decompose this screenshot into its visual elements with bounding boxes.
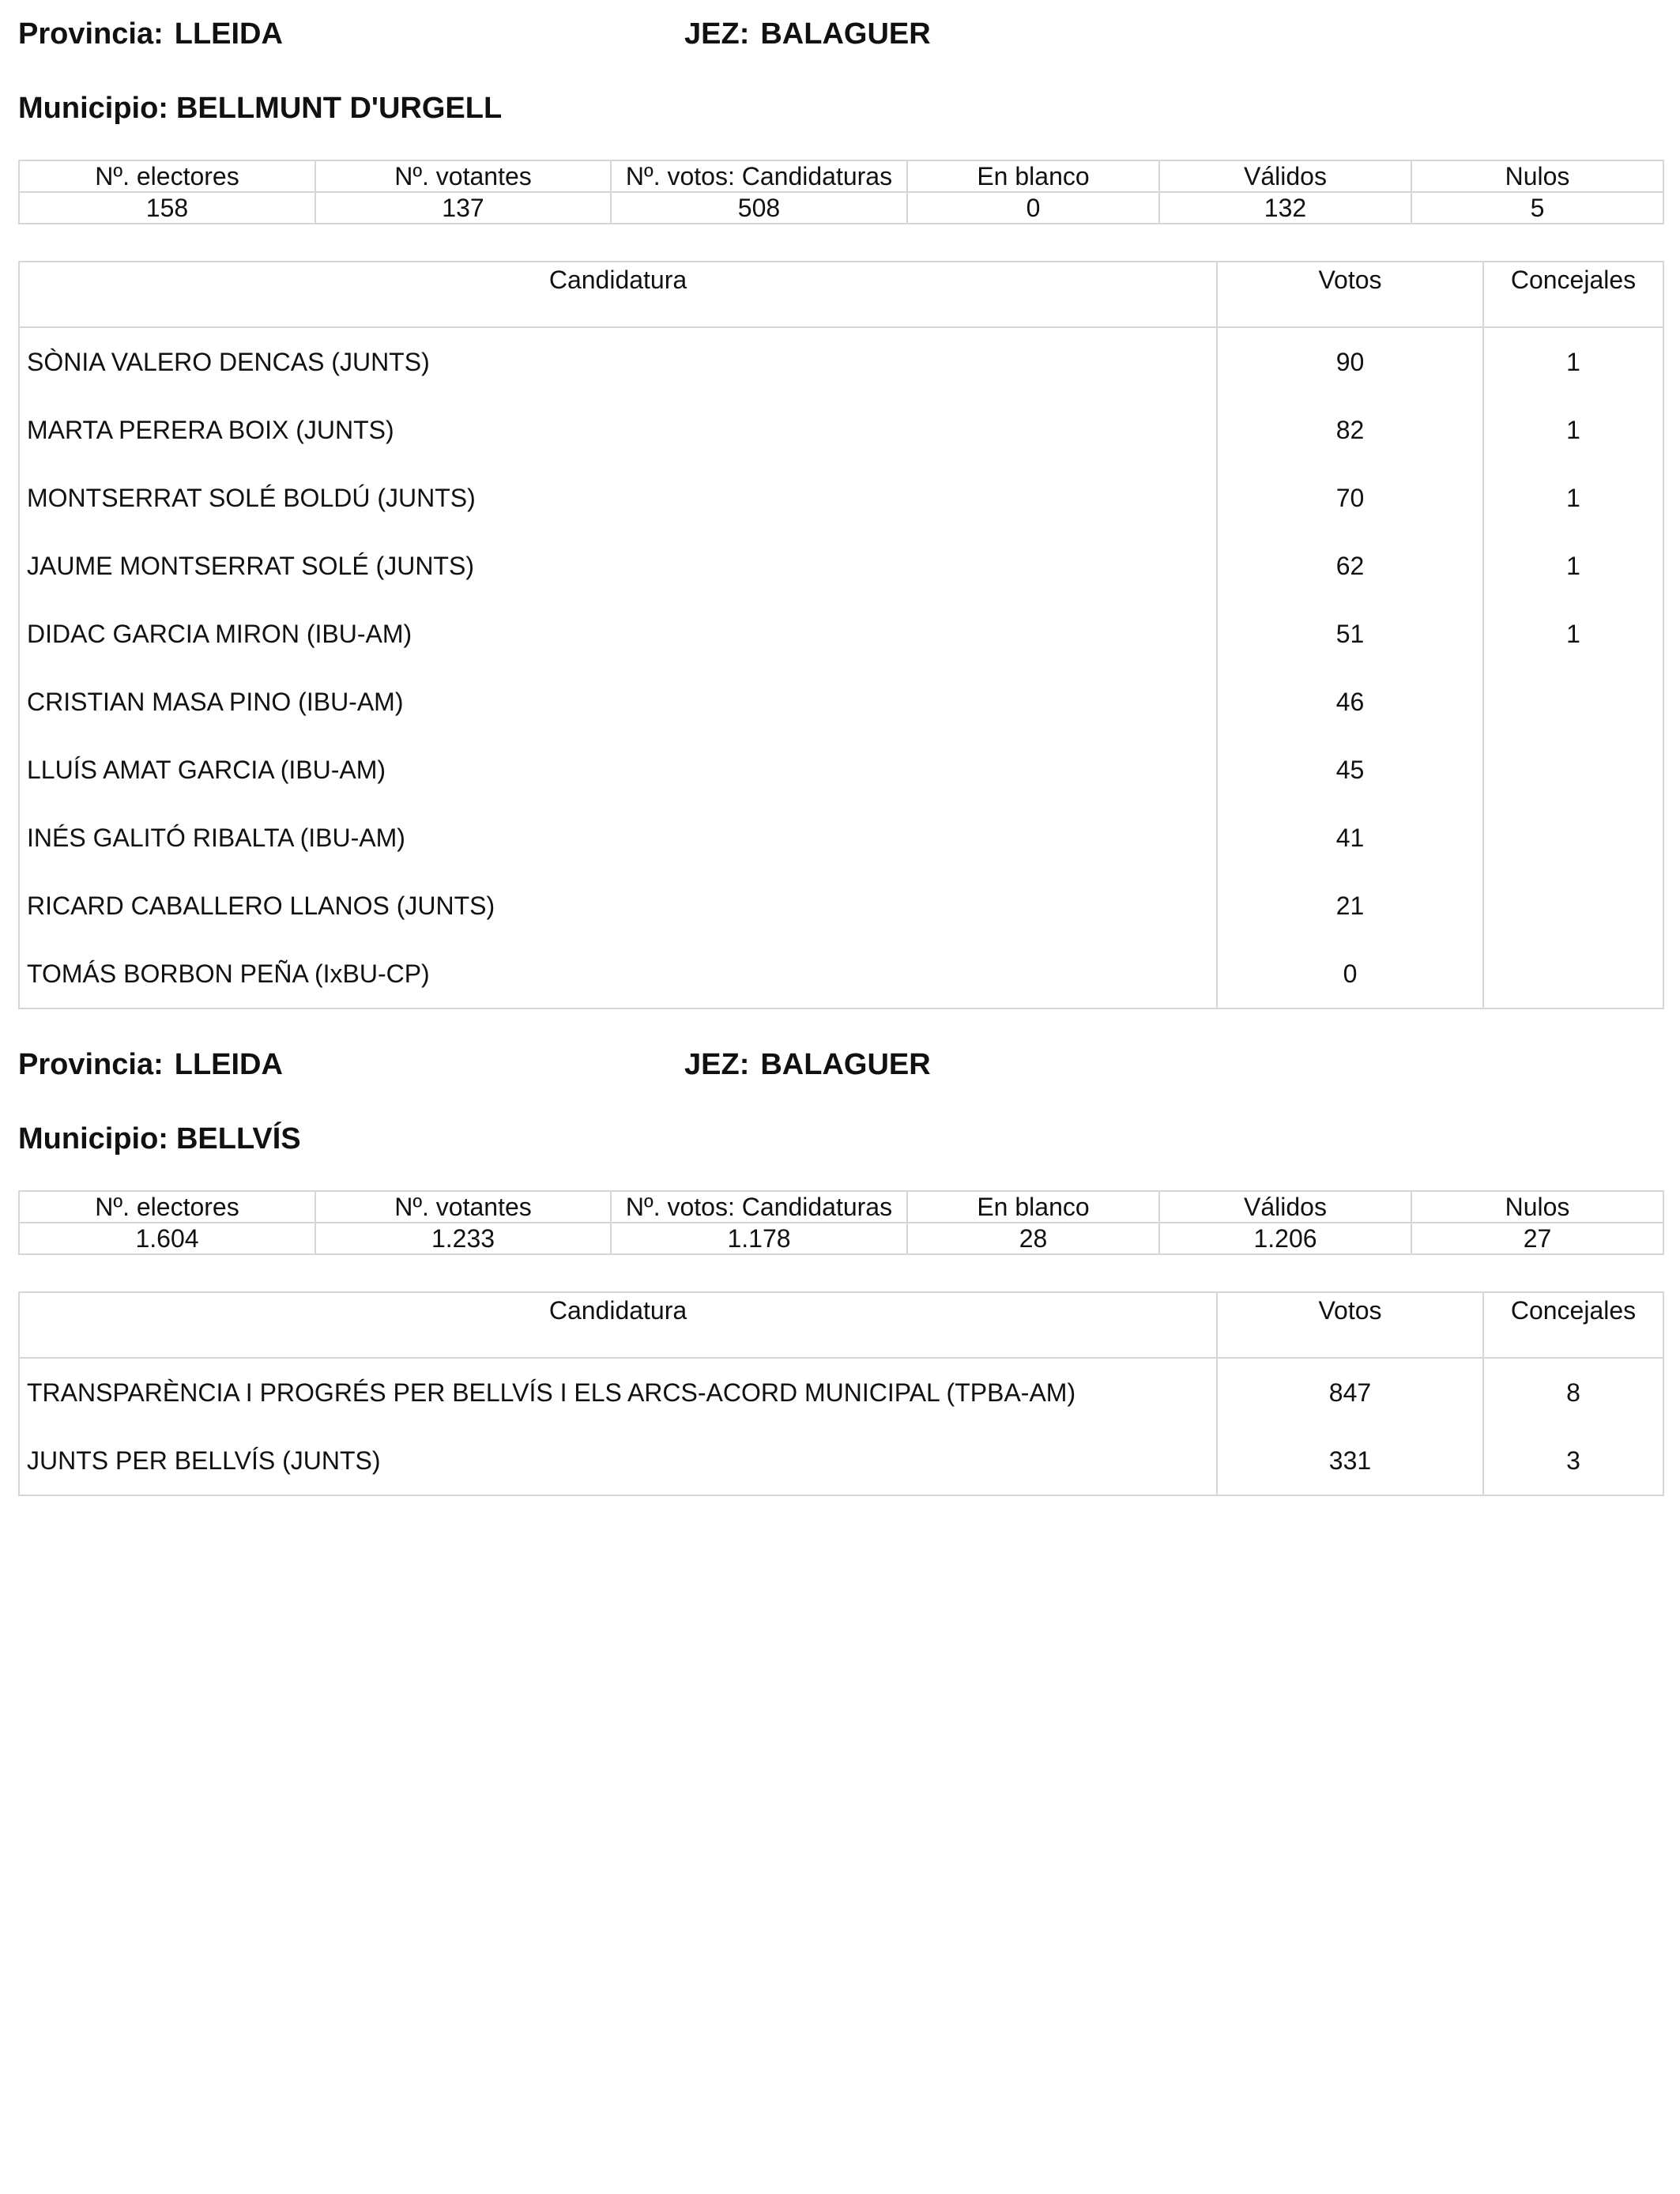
municipio-value: BELLVÍS <box>175 1122 301 1155</box>
provincia-label: Provincia: <box>18 17 164 51</box>
summary-table <box>18 160 1664 224</box>
candidate-votes: 41 <box>1217 804 1483 872</box>
provincia-value: LLEIDA <box>174 17 283 51</box>
candidate-name: JUNTS PER BELLVÍS (JUNTS) <box>27 1446 381 1475</box>
header-concejales: Concejales <box>1483 262 1663 327</box>
candidate-councillors: 1 <box>1483 600 1663 668</box>
candidate-councillors: 1 <box>1483 327 1663 396</box>
table-row <box>19 872 1663 940</box>
candidate-votes: 0 <box>1217 940 1483 1008</box>
candidate-votes: 847 <box>1217 1358 1483 1427</box>
value-validos: 1.206 <box>1159 1223 1411 1254</box>
header-electores: Nº. electores <box>19 1191 315 1223</box>
candidate-name: TOMÁS BORBON PEÑA (IxBU-CP) <box>27 959 430 988</box>
candidate-name: RICARD CABALLERO LLANOS (JUNTS) <box>27 892 495 920</box>
header-en-blanco: En blanco <box>907 160 1159 192</box>
header-votos-candidaturas: Nº. votos: Candidaturas <box>611 1191 907 1223</box>
value-votantes: 1.233 <box>315 1223 611 1254</box>
candidate-councillors: 1 <box>1483 396 1663 464</box>
table-row <box>19 668 1663 736</box>
candidate-votes: 51 <box>1217 600 1483 668</box>
candidate-name: CRISTIAN MASA PINO (IBU-AM) <box>27 688 404 716</box>
candidate-name: DIDAC GARCIA MIRON (IBU-AM) <box>27 620 412 648</box>
candidate-name: MONTSERRAT SOLÉ BOLDÚ (JUNTS) <box>27 484 476 512</box>
value-nulos: 5 <box>1411 192 1663 224</box>
candidate-councillors <box>1483 668 1663 736</box>
header-electores: Nº. electores <box>19 160 315 192</box>
table-row <box>19 327 1663 396</box>
candidate-votes: 90 <box>1217 327 1483 396</box>
table-row <box>19 736 1663 804</box>
candidate-name: TRANSPARÈNCIA I PROGRÉS PER BELLVÍS I ELS ARCS-ACORD MUNICIPAL (TPBA-AM) <box>27 1378 1076 1407</box>
value-validos: 132 <box>1159 192 1411 224</box>
candidate-councillors <box>1483 872 1663 940</box>
header-votantes: Nº. votantes <box>315 160 611 192</box>
candidate-councillors: 8 <box>1483 1358 1663 1427</box>
header-validos: Válidos <box>1159 160 1411 192</box>
jez-label: JEZ: <box>684 1048 750 1081</box>
header-nulos: Nulos <box>1411 160 1663 192</box>
provincia-heading <box>18 17 283 51</box>
candidates-header-row <box>19 1292 1663 1358</box>
header-nulos: Nulos <box>1411 1191 1663 1223</box>
value-electores: 1.604 <box>19 1223 315 1254</box>
candidate-votes: 82 <box>1217 396 1483 464</box>
jez-value: BALAGUER <box>760 1048 931 1081</box>
jez-heading <box>684 17 931 51</box>
value-votantes: 137 <box>315 192 611 224</box>
candidate-name: JAUME MONTSERRAT SOLÉ (JUNTS) <box>27 552 474 580</box>
table-row <box>19 396 1663 464</box>
value-nulos: 27 <box>1411 1223 1663 1254</box>
municipio-label: Municipio: <box>18 1122 168 1155</box>
candidate-councillors <box>1483 804 1663 872</box>
candidate-name: SÒNIA VALERO DENCAS (JUNTS) <box>27 348 430 376</box>
table-row <box>19 600 1663 668</box>
value-electores: 158 <box>19 192 315 224</box>
candidates-header-row <box>19 262 1663 327</box>
candidate-votes: 62 <box>1217 532 1483 600</box>
candidates-table <box>18 1291 1664 1496</box>
table-row <box>19 464 1663 532</box>
header-votos: Votos <box>1217 1292 1483 1358</box>
table-row <box>19 804 1663 872</box>
candidate-name: MARTA PERERA BOIX (JUNTS) <box>27 416 394 444</box>
provincia-value: LLEIDA <box>174 1048 283 1081</box>
candidate-councillors <box>1483 736 1663 804</box>
municipio-heading <box>18 92 502 126</box>
summary-header-row <box>19 160 1663 192</box>
summary-table <box>18 1190 1664 1255</box>
value-votos-candidaturas: 1.178 <box>611 1223 907 1254</box>
candidate-councillors: 1 <box>1483 464 1663 532</box>
candidate-votes: 21 <box>1217 872 1483 940</box>
candidate-votes: 70 <box>1217 464 1483 532</box>
value-en-blanco: 0 <box>907 192 1159 224</box>
header-votos: Votos <box>1217 262 1483 327</box>
table-row <box>19 532 1663 600</box>
candidate-councillors: 1 <box>1483 532 1663 600</box>
candidate-councillors: 3 <box>1483 1427 1663 1495</box>
candidate-votes: 331 <box>1217 1427 1483 1495</box>
candidate-councillors <box>1483 940 1663 1008</box>
table-row <box>19 1427 1663 1495</box>
header-votantes: Nº. votantes <box>315 1191 611 1223</box>
candidate-votes: 45 <box>1217 736 1483 804</box>
header-validos: Válidos <box>1159 1191 1411 1223</box>
value-en-blanco: 28 <box>907 1223 1159 1254</box>
header-concejales: Concejales <box>1483 1292 1663 1358</box>
jez-heading <box>684 1048 931 1082</box>
table-row <box>19 940 1663 1008</box>
header-candidatura: Candidatura <box>19 1292 1217 1358</box>
municipio-value: BELLMUNT D'URGELL <box>175 92 503 125</box>
provincia-label: Provincia: <box>18 1048 164 1081</box>
municipio-label: Municipio: <box>18 92 168 125</box>
value-votos-candidaturas: 508 <box>611 192 907 224</box>
summary-value-row <box>19 1223 1663 1254</box>
candidates-table <box>18 261 1664 1009</box>
jez-label: JEZ: <box>684 17 750 51</box>
candidate-votes: 46 <box>1217 668 1483 736</box>
municipio-heading <box>18 1122 301 1156</box>
provincia-heading <box>18 1048 283 1082</box>
summary-header-row <box>19 1191 1663 1223</box>
header-candidatura: Candidatura <box>19 262 1217 327</box>
header-votos-candidaturas: Nº. votos: Candidaturas <box>611 160 907 192</box>
header-en-blanco: En blanco <box>907 1191 1159 1223</box>
jez-value: BALAGUER <box>760 17 931 51</box>
candidate-name: INÉS GALITÓ RIBALTA (IBU-AM) <box>27 824 405 852</box>
summary-value-row <box>19 192 1663 224</box>
table-row <box>19 1358 1663 1427</box>
candidate-name: LLUÍS AMAT GARCIA (IBU-AM) <box>27 756 386 784</box>
